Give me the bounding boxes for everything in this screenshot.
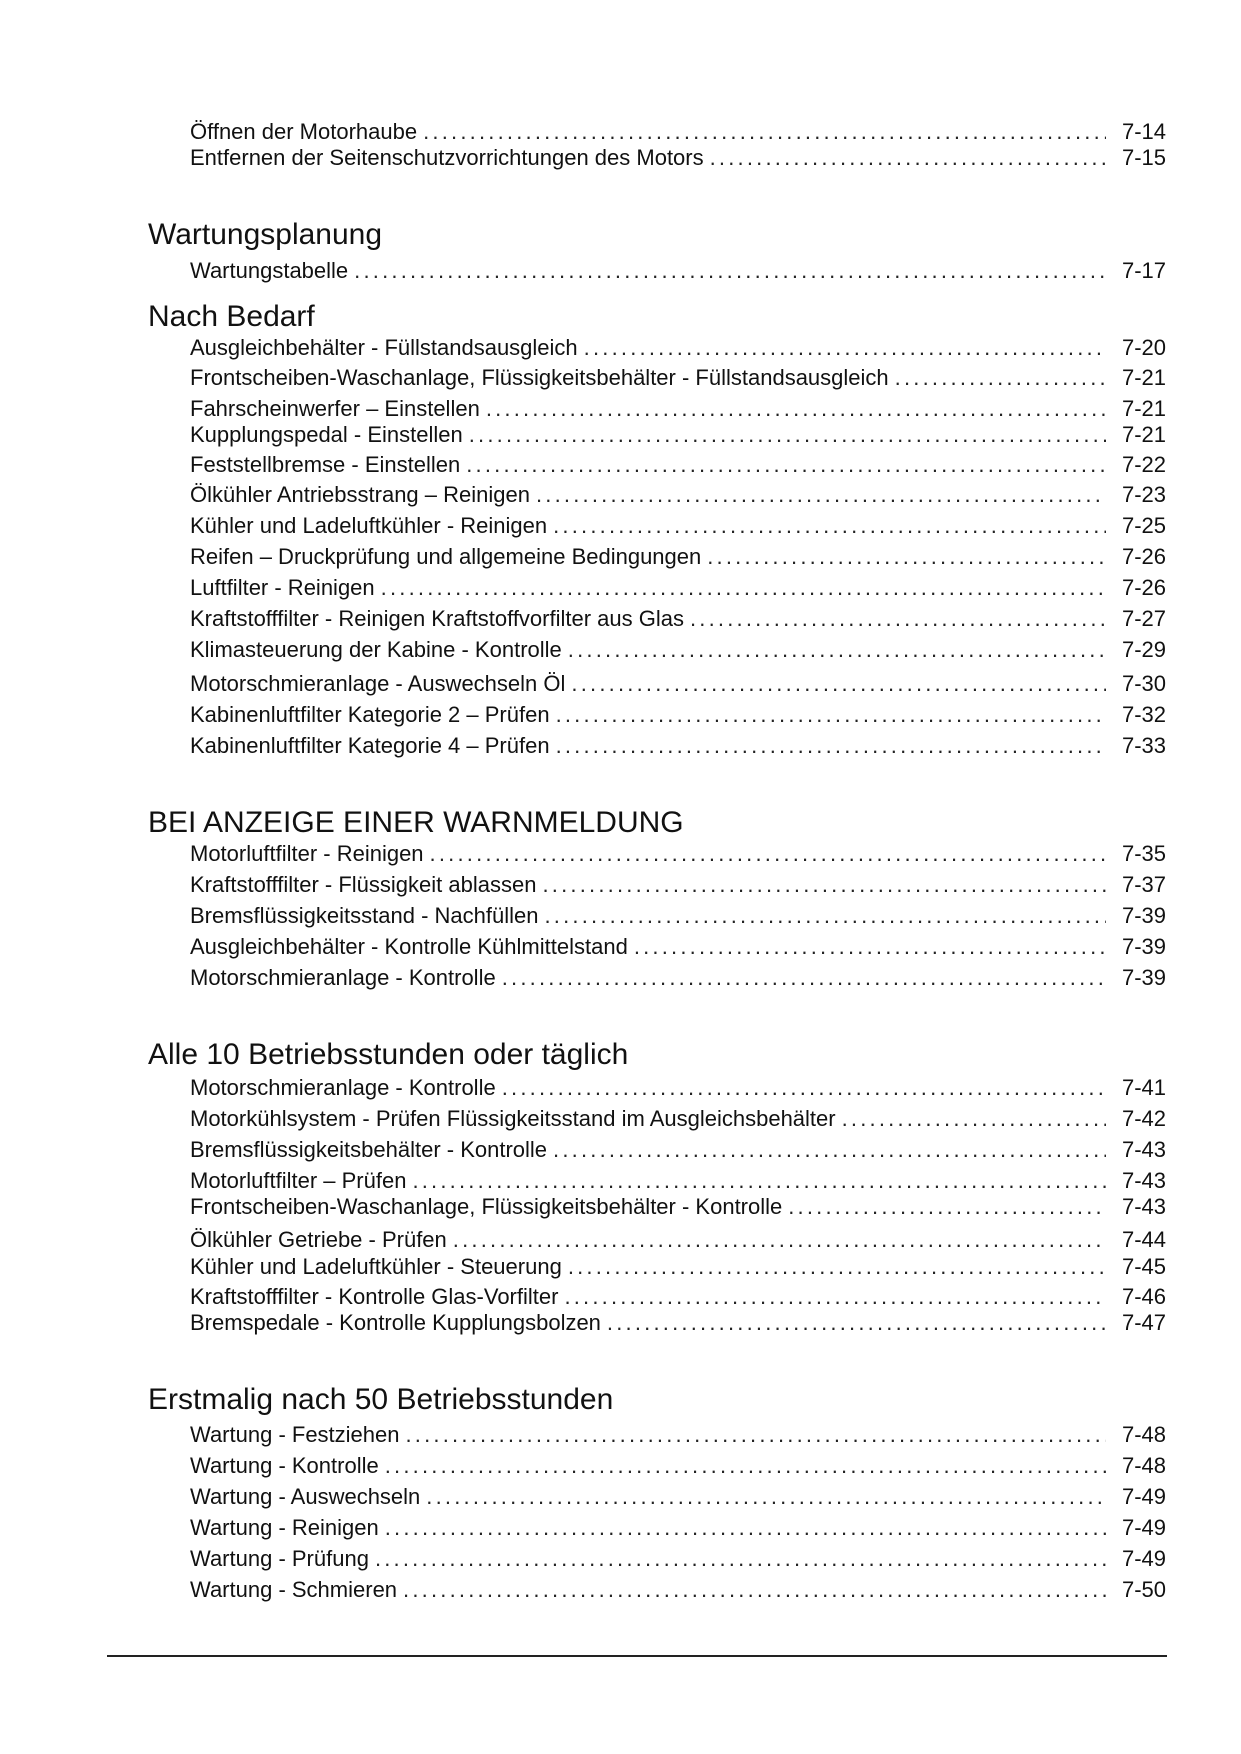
toc-entry-page: 7-47 bbox=[1121, 1310, 1166, 1335]
toc-leader-dots bbox=[690, 605, 1106, 633]
toc-entry-label: Reifen – Druckprüfung und allgemeine Bedingungen bbox=[190, 544, 702, 569]
toc-entry-page: 7-39 bbox=[1121, 965, 1166, 990]
toc-entry-label: Motorschmieranlage - Kontrolle bbox=[190, 1075, 496, 1100]
toc-entry[interactable] bbox=[190, 1105, 1166, 1133]
toc-entry-label: Ölkühler Antriebsstrang – Reinigen bbox=[190, 482, 530, 507]
toc-entry-page: 7-43 bbox=[1121, 1194, 1166, 1219]
toc-entry-label: Ausgleichbehälter - Füllstandsausgleich bbox=[190, 335, 578, 360]
toc-leader-dots bbox=[406, 1421, 1107, 1449]
toc-entry[interactable] bbox=[190, 1309, 1166, 1337]
toc-entry-label: Frontscheiben-Waschanlage, Flüssigkeitsbehälter - Kontrolle bbox=[190, 1194, 783, 1219]
toc-entry-page: 7-27 bbox=[1121, 606, 1166, 631]
toc-entry-page: 7-43 bbox=[1121, 1137, 1166, 1162]
toc-entry-label: Ölkühler Getriebe - Prüfen bbox=[190, 1227, 447, 1252]
toc-leader-dots bbox=[469, 421, 1106, 449]
toc-entry[interactable] bbox=[190, 1167, 1166, 1195]
toc-entry-label: Kraftstofffilter - Flüssigkeit ablassen bbox=[190, 872, 537, 897]
toc-entry[interactable] bbox=[190, 964, 1166, 992]
toc-entry-label: Wartung - Prüfung bbox=[190, 1546, 369, 1571]
toc-entry-page: 7-21 bbox=[1121, 422, 1166, 447]
toc-entry[interactable] bbox=[190, 1283, 1166, 1311]
toc-leader-dots bbox=[634, 933, 1106, 961]
toc-entry-page: 7-42 bbox=[1121, 1106, 1166, 1131]
toc-entry-label: Bremsflüssigkeitsbehälter - Kontrolle bbox=[190, 1137, 548, 1162]
toc-leader-dots bbox=[553, 1136, 1106, 1164]
toc-leader-dots bbox=[426, 1483, 1106, 1511]
toc-entry[interactable] bbox=[190, 1545, 1166, 1573]
toc-entry-page: 7-23 bbox=[1121, 482, 1166, 507]
toc-entry[interactable] bbox=[190, 1483, 1166, 1511]
toc-entry-page: 7-49 bbox=[1121, 1546, 1166, 1571]
footer-divider bbox=[107, 1655, 1167, 1657]
toc-entry[interactable] bbox=[190, 1074, 1166, 1102]
toc-entry[interactable] bbox=[190, 144, 1166, 172]
toc-leader-dots bbox=[556, 732, 1106, 760]
toc-leader-dots bbox=[502, 1074, 1106, 1102]
toc-leader-dots bbox=[607, 1309, 1106, 1337]
toc-entry-label: Motorluftfilter - Reinigen bbox=[190, 841, 424, 866]
toc-leader-dots bbox=[707, 543, 1106, 571]
toc-leader-dots bbox=[423, 118, 1106, 146]
toc-leader-dots bbox=[710, 144, 1106, 172]
toc-entry-page: 7-48 bbox=[1121, 1422, 1166, 1447]
section-heading: Nach Bedarf bbox=[148, 300, 315, 333]
toc-entry-label: Öffnen der Motorhaube bbox=[190, 119, 418, 144]
toc-entry[interactable] bbox=[190, 1421, 1166, 1449]
toc-entry-page: 7-21 bbox=[1121, 396, 1166, 421]
toc-entry-label: Kabinenluftfilter Kategorie 2 – Prüfen bbox=[190, 702, 550, 727]
toc-entry[interactable] bbox=[190, 257, 1166, 285]
toc-entry-label: Motorluftfilter – Prüfen bbox=[190, 1168, 407, 1193]
toc-entry-label: Bremsflüssigkeitsstand - Nachfüllen bbox=[190, 903, 539, 928]
toc-entry-label: Wartung - Auswechseln bbox=[190, 1484, 421, 1509]
toc-leader-dots bbox=[502, 964, 1106, 992]
toc-entry-page: 7-32 bbox=[1121, 702, 1166, 727]
toc-entry[interactable] bbox=[190, 605, 1166, 633]
toc-entry-label: Kraftstofffilter - Kontrolle Glas-Vorfilter bbox=[190, 1284, 559, 1309]
toc-leader-dots bbox=[412, 1167, 1106, 1195]
toc-leader-dots bbox=[486, 395, 1106, 423]
toc-entry[interactable] bbox=[190, 1576, 1166, 1604]
toc-entry-page: 7-46 bbox=[1121, 1284, 1166, 1309]
toc-leader-dots bbox=[842, 1105, 1106, 1133]
toc-entry[interactable] bbox=[190, 395, 1166, 423]
toc-entry[interactable] bbox=[190, 701, 1166, 729]
toc-entry[interactable] bbox=[190, 512, 1166, 540]
toc-entry-label: Luftfilter - Reinigen bbox=[190, 575, 375, 600]
toc-entry-label: Motorkühlsystem - Prüfen Flüssigkeitsstand im Ausgleichsbehälter bbox=[190, 1106, 836, 1131]
toc-entry-label: Bremspedale - Kontrolle Kupplungsbolzen bbox=[190, 1310, 601, 1335]
toc-leader-dots bbox=[536, 481, 1106, 509]
toc-leader-dots bbox=[430, 840, 1106, 868]
toc-entry-page: 7-20 bbox=[1121, 335, 1166, 360]
toc-leader-dots bbox=[568, 636, 1106, 664]
toc-entry-page: 7-48 bbox=[1121, 1453, 1166, 1478]
toc-entry-page: 7-17 bbox=[1121, 258, 1166, 283]
toc-leader-dots bbox=[381, 574, 1106, 602]
toc-entry-page: 7-49 bbox=[1121, 1484, 1166, 1509]
toc-leader-dots bbox=[788, 1193, 1106, 1221]
toc-entry-page: 7-44 bbox=[1121, 1227, 1166, 1252]
toc-entry-label: Klimasteuerung der Kabine - Kontrolle bbox=[190, 637, 562, 662]
toc-entry[interactable] bbox=[190, 1452, 1166, 1480]
toc-entry-label: Kraftstofffilter - Reinigen Kraftstoffvorfilter aus Glas bbox=[190, 606, 684, 631]
toc-entry-page: 7-14 bbox=[1121, 119, 1166, 144]
toc-entry-page: 7-45 bbox=[1121, 1254, 1166, 1279]
toc-entry-label: Kabinenluftfilter Kategorie 4 – Prüfen bbox=[190, 733, 550, 758]
toc-leader-dots bbox=[556, 701, 1106, 729]
toc-entry-label: Kühler und Ladeluftkühler - Steuerung bbox=[190, 1254, 562, 1279]
toc-entry-label: Feststellbremse - Einstellen bbox=[190, 452, 461, 477]
toc-leader-dots bbox=[375, 1545, 1106, 1573]
toc-entry[interactable] bbox=[190, 902, 1166, 930]
toc-entry[interactable] bbox=[190, 670, 1166, 698]
toc-entry-page: 7-21 bbox=[1121, 365, 1166, 390]
toc-entry[interactable] bbox=[190, 732, 1166, 760]
toc-leader-dots bbox=[354, 257, 1106, 285]
toc-entry-page: 7-22 bbox=[1121, 452, 1166, 477]
toc-entry[interactable] bbox=[190, 481, 1166, 509]
toc-entry-page: 7-41 bbox=[1121, 1075, 1166, 1100]
toc-entry-label: Wartung - Schmieren bbox=[190, 1577, 398, 1602]
toc-entry[interactable] bbox=[190, 1193, 1166, 1221]
toc-entry[interactable] bbox=[190, 1136, 1166, 1164]
toc-entry-label: Wartung - Kontrolle bbox=[190, 1453, 379, 1478]
section-heading: Erstmalig nach 50 Betriebsstunden bbox=[148, 1383, 614, 1416]
toc-entry-page: 7-37 bbox=[1121, 872, 1166, 897]
toc-entry[interactable] bbox=[190, 1226, 1166, 1254]
toc-entry-page: 7-26 bbox=[1121, 544, 1166, 569]
toc-entry-label: Motorschmieranlage - Kontrolle bbox=[190, 965, 496, 990]
toc-leader-dots bbox=[553, 512, 1106, 540]
toc-entry[interactable] bbox=[190, 421, 1166, 449]
toc-entry-page: 7-35 bbox=[1121, 841, 1166, 866]
toc-leader-dots bbox=[895, 364, 1106, 392]
toc-leader-dots bbox=[385, 1514, 1106, 1542]
toc-entry[interactable] bbox=[190, 871, 1166, 899]
toc-entry[interactable] bbox=[190, 636, 1166, 664]
section-heading: Alle 10 Betriebsstunden oder täglich bbox=[148, 1038, 629, 1071]
toc-entry[interactable] bbox=[190, 1514, 1166, 1542]
toc-entry-label: Entfernen der Seitenschutzvorrichtungen des Motors bbox=[190, 145, 704, 170]
toc-entry-page: 7-39 bbox=[1121, 903, 1166, 928]
toc-entry-label: Motorschmieranlage - Auswechseln Öl bbox=[190, 671, 566, 696]
toc-leader-dots bbox=[542, 871, 1106, 899]
toc-leader-dots bbox=[403, 1576, 1106, 1604]
toc-entry-page: 7-25 bbox=[1121, 513, 1166, 538]
toc-entry-page: 7-33 bbox=[1121, 733, 1166, 758]
toc-entry-label: Ausgleichbehälter - Kontrolle Kühlmittelstand bbox=[190, 934, 628, 959]
toc-leader-dots bbox=[453, 1226, 1106, 1254]
toc-entry-label: Wartung - Festziehen bbox=[190, 1422, 400, 1447]
toc-entry[interactable] bbox=[190, 543, 1166, 571]
toc-entry[interactable] bbox=[190, 840, 1166, 868]
toc-entry[interactable] bbox=[190, 118, 1166, 146]
toc-entry-label: Wartung - Reinigen bbox=[190, 1515, 379, 1540]
toc-leader-dots bbox=[571, 670, 1106, 698]
toc-entry-label: Fahrscheinwerfer – Einstellen bbox=[190, 396, 480, 421]
toc-leader-dots bbox=[584, 334, 1106, 362]
section-heading: Wartungsplanung bbox=[148, 218, 383, 251]
toc-leader-dots bbox=[466, 451, 1106, 479]
toc-entry[interactable] bbox=[190, 933, 1166, 961]
toc-entry-page: 7-15 bbox=[1121, 145, 1166, 170]
toc-leader-dots bbox=[568, 1253, 1106, 1281]
toc-entry[interactable] bbox=[190, 334, 1166, 362]
toc-entry-page: 7-29 bbox=[1121, 637, 1166, 662]
toc-entry[interactable] bbox=[190, 574, 1166, 602]
toc-entry-label: Wartungstabelle bbox=[190, 258, 349, 283]
toc-entry[interactable] bbox=[190, 364, 1166, 392]
toc-leader-dots bbox=[544, 902, 1106, 930]
toc-entry-label: Frontscheiben-Waschanlage, Flüssigkeitsbehälter - Füllstandsausgleich bbox=[190, 365, 889, 390]
toc-leader-dots bbox=[385, 1452, 1106, 1480]
toc-entry-page: 7-30 bbox=[1121, 671, 1166, 696]
toc-entry[interactable] bbox=[190, 451, 1166, 479]
section-heading: BEI ANZEIGE EINER WARNMELDUNG bbox=[148, 806, 684, 839]
toc-entry-page: 7-39 bbox=[1121, 934, 1166, 959]
toc-entry-page: 7-26 bbox=[1121, 575, 1166, 600]
toc-entry-page: 7-43 bbox=[1121, 1168, 1166, 1193]
toc-entry[interactable] bbox=[190, 1253, 1166, 1281]
toc-entry-page: 7-49 bbox=[1121, 1515, 1166, 1540]
toc-entry-label: Kühler und Ladeluftkühler - Reinigen bbox=[190, 513, 548, 538]
toc-leader-dots bbox=[564, 1283, 1106, 1311]
toc-entry-page: 7-50 bbox=[1121, 1577, 1166, 1602]
toc-entry-label: Kupplungspedal - Einstellen bbox=[190, 422, 463, 447]
